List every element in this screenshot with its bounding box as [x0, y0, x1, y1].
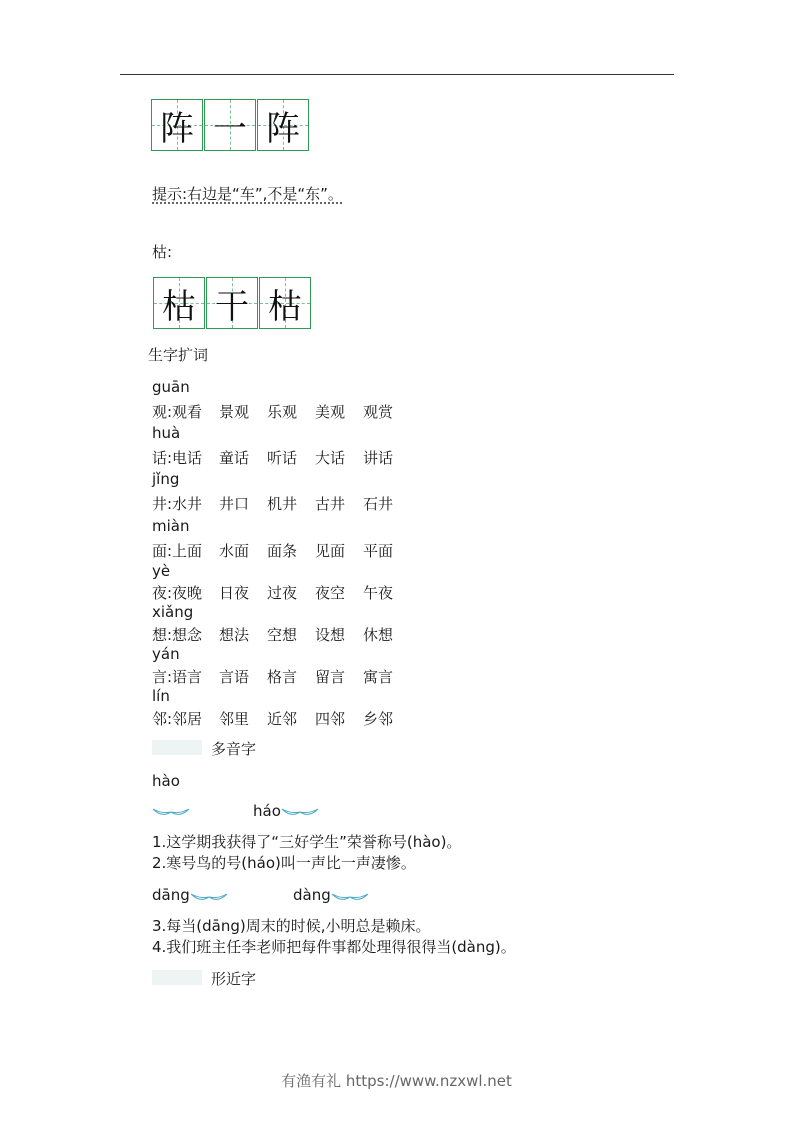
pinyin-dang: dāng [152, 886, 190, 904]
word: 言:语言 [152, 668, 203, 686]
word: 夜空 [315, 584, 346, 602]
answer-blank-icon [190, 891, 228, 903]
word: 机井 [267, 495, 298, 513]
word-row [152, 708, 411, 729]
word: 日夜 [219, 584, 250, 602]
pinyin: jǐng [152, 470, 180, 488]
word: 乡邻 [363, 710, 394, 728]
answer-blank-icon [281, 806, 319, 818]
header-rule [120, 74, 674, 75]
word: 寓言 [363, 668, 394, 686]
word: 四邻 [315, 710, 346, 728]
word: 午夜 [363, 584, 394, 602]
word: 邻里 [219, 710, 250, 728]
pinyin: guān [152, 378, 190, 396]
pinyin-hao: hào [152, 772, 180, 790]
grid-char: 干 [215, 286, 249, 327]
word: 邻:邻居 [152, 710, 203, 728]
sentence: 1.这学期我获得了“三好学生”荣誉称号(hào)。 [152, 833, 462, 851]
pinyin: lín [152, 687, 170, 705]
word: 乐观 [267, 403, 298, 421]
section-title-shengzi: 生字扩词 [148, 346, 209, 364]
section-marker [152, 740, 202, 755]
word: 观:观看 [152, 403, 203, 421]
footer-watermark: 有渔有礼 https://www.nzxwl.net [281, 1072, 512, 1090]
section-title-duoyin: 多音字 [211, 740, 257, 758]
grid-cell [151, 99, 203, 151]
word-row [152, 493, 411, 514]
answer-blank-icon [331, 891, 369, 903]
word-row [152, 624, 411, 645]
grid-cell [153, 277, 205, 329]
word-row [152, 401, 411, 422]
pinyin: yè [152, 562, 171, 580]
grid-char: 枯 [268, 286, 302, 327]
word: 观赏 [363, 403, 394, 421]
word-row [152, 540, 411, 561]
word: 想:想念 [152, 626, 203, 644]
word-row [152, 582, 411, 603]
word: 夜:夜晚 [152, 584, 203, 602]
pinyin: xiǎng [152, 603, 194, 621]
word-row [152, 447, 411, 468]
pinyin-dang2: dàng [293, 886, 331, 904]
word: 话:电话 [152, 449, 203, 467]
sentence: 2.寒号鸟的号(háo)叫一声比一声凄惨。 [152, 854, 416, 872]
grid-cell [257, 99, 309, 151]
word: 美观 [315, 403, 346, 421]
sentence: 4.我们班主任李老师把每件事都处理得很得当(dàng)。 [152, 938, 516, 956]
word: 格言 [267, 668, 298, 686]
grid-char: 阵 [266, 108, 300, 149]
char-grid-zhen [151, 99, 310, 151]
word: 言语 [219, 668, 250, 686]
word: 讲话 [363, 449, 394, 467]
word: 设想 [315, 626, 346, 644]
word: 景观 [219, 403, 250, 421]
word: 童话 [219, 449, 250, 467]
pinyin-hao2: háo [253, 802, 281, 820]
word: 大话 [315, 449, 346, 467]
word-row [152, 666, 411, 687]
grid-char: 阵 [160, 108, 194, 149]
word: 水面 [219, 542, 250, 560]
word: 井:水井 [152, 495, 203, 513]
word: 听话 [267, 449, 298, 467]
ku-label: 枯: [152, 243, 173, 261]
word: 石井 [363, 495, 394, 513]
section-title-xingjin: 形近字 [211, 970, 257, 988]
grid-char: 枯 [162, 286, 196, 327]
word: 留言 [315, 668, 346, 686]
grid-char: 一 [213, 108, 247, 149]
sentence: 3.每当(dāng)周末的时候,小明总是赖床。 [152, 917, 431, 935]
char-grid-ku [153, 277, 312, 329]
section-marker [152, 970, 202, 985]
pinyin: miàn [152, 517, 190, 535]
answer-blank-icon [152, 806, 190, 818]
word: 过夜 [267, 584, 298, 602]
pinyin: huà [152, 424, 181, 442]
pinyin: yán [152, 645, 180, 663]
word: 想法 [219, 626, 250, 644]
grid-cell [206, 277, 258, 329]
word: 面:上面 [152, 542, 203, 560]
word: 面条 [267, 542, 298, 560]
word: 古井 [315, 495, 346, 513]
grid-cell [259, 277, 311, 329]
word: 近邻 [267, 710, 298, 728]
word: 平面 [363, 542, 394, 560]
word: 空想 [267, 626, 298, 644]
hint-text: 提示:右边是“车”,不是“东”。 [152, 185, 343, 203]
word: 井口 [219, 495, 250, 513]
word: 休想 [363, 626, 394, 644]
grid-cell [204, 99, 256, 151]
word: 见面 [315, 542, 346, 560]
